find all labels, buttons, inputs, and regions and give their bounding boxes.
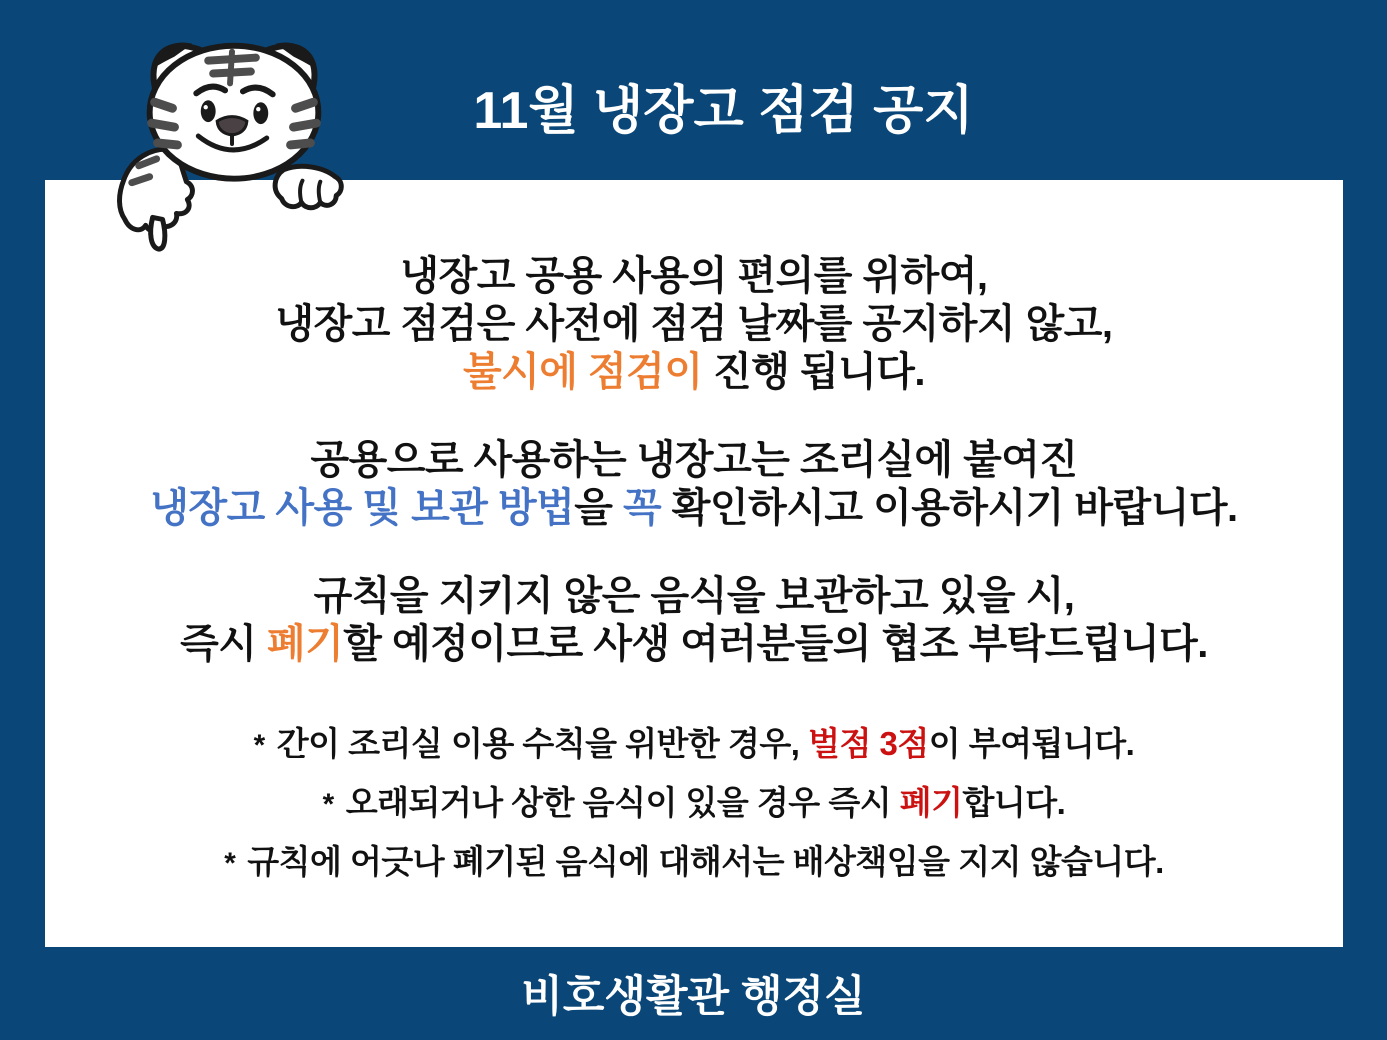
para2-line2-mid: 을 [574, 486, 624, 530]
tiger-cheek-stripe [158, 143, 178, 145]
tiger-cheek-stripe [291, 143, 311, 145]
tiger-paw-finger-line [319, 182, 320, 203]
paragraph-disposal-warning [45, 572, 1343, 668]
tiger-right-eye [253, 102, 268, 124]
tiger-forehead-stripe [213, 72, 251, 74]
content-body [45, 180, 1343, 886]
content-card [45, 180, 1343, 947]
para1-line1: 냉장고 공용 사용의 편의를 위하여, [400, 254, 988, 298]
note1-red-highlight: 벌점 3점 [808, 725, 929, 762]
notice-title: 11월 냉장고 점검 공지 [473, 82, 974, 140]
note-item-no-liability [45, 840, 1343, 886]
footer-bar [0, 947, 1387, 1040]
tiger-cheek-stripe [294, 123, 317, 127]
paragraph-surprise-inspection [45, 252, 1343, 396]
tiger-right-paw [275, 166, 341, 207]
tiger-eye-glint [204, 105, 208, 109]
note1-pre: 간이 조리실 이용 수칙을 위반한 경우, [276, 725, 809, 762]
para3-line1: 규칙을 지키지 않은 음식을 보관하고 있을 시, [313, 574, 1075, 618]
tiger-cheek-stripe [152, 123, 175, 127]
note-item-penalty [45, 722, 1343, 768]
tiger-mascot-icon [105, 20, 363, 257]
note2-rest: 합니다. [962, 784, 1066, 821]
tiger-eye-glint [256, 107, 260, 111]
asterisk-marker: * [224, 847, 236, 880]
para1-line3-rest: 진행 됩니다. [702, 350, 925, 394]
tiger-cheek-stripe [155, 102, 173, 108]
para1-line2: 냉장고 점검은 사전에 점검 날짜를 공지하지 않고, [275, 302, 1113, 346]
footer-text: 비호생활관 행정실 [521, 973, 866, 1021]
notes-list [45, 722, 1343, 886]
tiger-left-eye [201, 100, 216, 122]
para3-orange-highlight: 폐기 [267, 622, 344, 666]
asterisk-marker: * [322, 788, 334, 821]
note1-rest: 이 부여됩니다. [928, 725, 1135, 762]
para3-line2-pre: 즉시 [180, 622, 267, 666]
para3-line2-rest: 할 예정이므로 사생 여러분들의 협조 부탁드립니다. [343, 622, 1208, 666]
note2-pre: 오래되거나 상한 음식이 있을 경우 즉시 [345, 784, 900, 821]
tiger-pointing-finger [151, 217, 165, 249]
asterisk-marker: * [253, 729, 265, 762]
para2-line2-rest: 확인하시고 이용하시기 바랍니다. [661, 486, 1238, 530]
para2-blue-highlight: 냉장고 사용 및 보관 방법 [150, 486, 575, 530]
note-item-spoiled-food [45, 781, 1343, 827]
tiger-nose [217, 117, 247, 135]
para2-line1: 공용으로 사용하는 냉장고는 조리실에 붙여진 [310, 438, 1078, 482]
para1-line3-orange-highlight: 불시에 점검이 [463, 350, 703, 394]
paragraph-usage-guide [45, 436, 1343, 532]
note2-red-highlight: 폐기 [899, 784, 963, 821]
tiger-cheek-stripe [296, 102, 314, 108]
tiger-forehead-stripe [208, 58, 256, 61]
para2-blue-emphasis: 꼭 [623, 486, 662, 530]
note3-pre: 규칙에 어긋나 폐기된 음식에 대해서는 배상책임을 지지 않습니다. [247, 843, 1164, 880]
